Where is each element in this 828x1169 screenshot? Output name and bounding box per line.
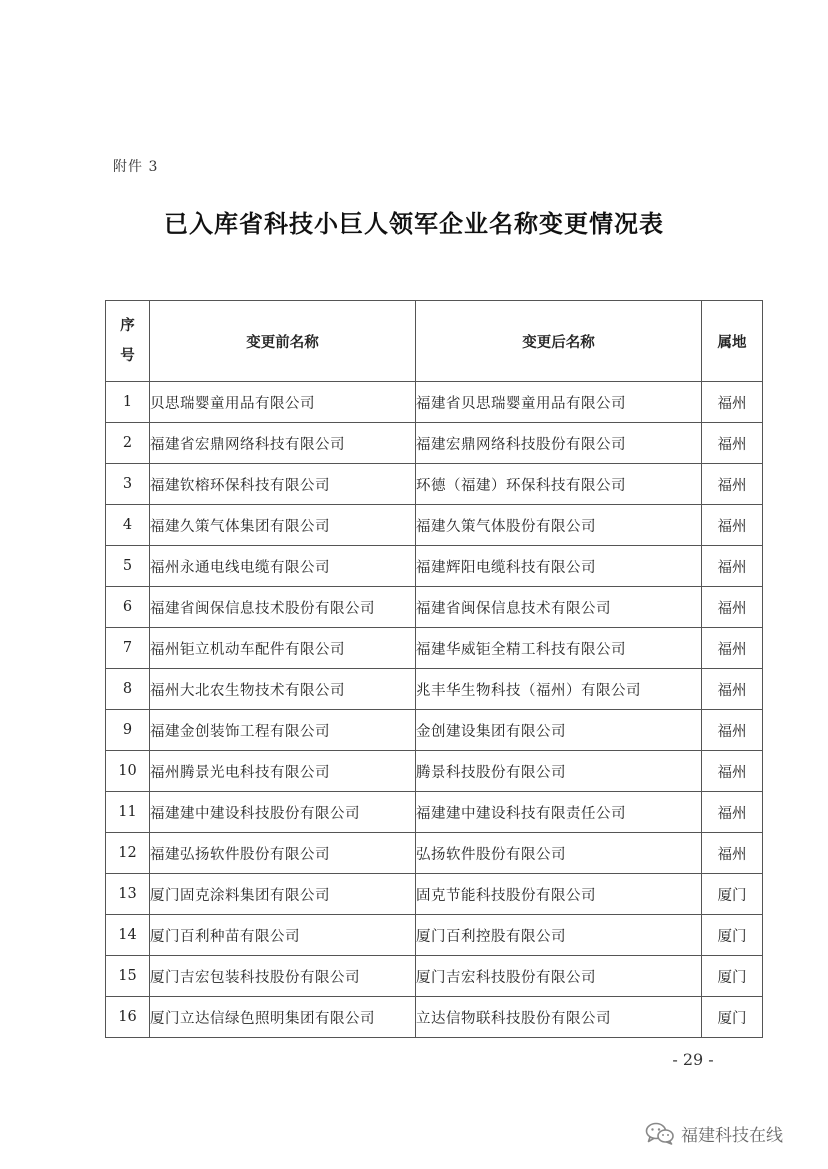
row-index: 13: [106, 874, 150, 915]
row-after-name: 福建久策气体股份有限公司: [416, 505, 702, 546]
row-before-name: 福建金创装饰工程有限公司: [150, 710, 416, 751]
table-row: [106, 669, 763, 710]
watermark-text: 福建科技在线: [681, 1125, 783, 1146]
row-before-name: 福建建中建设科技股份有限公司: [150, 792, 416, 833]
row-location: 福州: [702, 710, 763, 751]
row-before-name: 贝思瑞婴童用品有限公司: [150, 382, 416, 423]
row-location: 福州: [702, 669, 763, 710]
row-location: 福州: [702, 751, 763, 792]
row-after-name: 立达信物联科技股份有限公司: [416, 997, 702, 1038]
header-before-name: 变更前名称: [150, 301, 416, 382]
watermark: [645, 1120, 783, 1146]
row-location: 福州: [702, 792, 763, 833]
table-row: [106, 382, 763, 423]
row-after-name: 厦门百利控股有限公司: [416, 915, 702, 956]
row-index: 16: [106, 997, 150, 1038]
row-after-name: 兆丰华生物科技（福州）有限公司: [416, 669, 702, 710]
row-location: 福州: [702, 587, 763, 628]
header-index-top: 序: [120, 318, 135, 334]
row-index: 11: [106, 792, 150, 833]
table-row: [106, 915, 763, 956]
name-change-table: [105, 300, 763, 1038]
row-index: 4: [106, 505, 150, 546]
row-before-name: 厦门立达信绿色照明集团有限公司: [150, 997, 416, 1038]
row-location: 厦门: [702, 997, 763, 1038]
table-row: [106, 710, 763, 751]
row-location: 福州: [702, 423, 763, 464]
row-index: 9: [106, 710, 150, 751]
table-row: [106, 956, 763, 997]
row-index: 1: [106, 382, 150, 423]
row-before-name: 福建弘扬软件股份有限公司: [150, 833, 416, 874]
attachment-label: 附件 3: [113, 159, 159, 175]
row-before-name: 福州钜立机动车配件有限公司: [150, 628, 416, 669]
table-row: [106, 505, 763, 546]
header-after-name: 变更后名称: [416, 301, 702, 382]
row-location: 福州: [702, 628, 763, 669]
header-index: [106, 301, 150, 382]
row-after-name: 金创建设集团有限公司: [416, 710, 702, 751]
wechat-icon: [645, 1121, 675, 1145]
page-number: - 29 -: [672, 1050, 714, 1069]
row-before-name: 福建久策气体集团有限公司: [150, 505, 416, 546]
row-after-name: 福建建中建设科技有限责任公司: [416, 792, 702, 833]
row-location: 福州: [702, 833, 763, 874]
row-index: 10: [106, 751, 150, 792]
row-location: 福州: [702, 546, 763, 587]
row-index: 8: [106, 669, 150, 710]
table-row: [106, 587, 763, 628]
row-after-name: 腾景科技股份有限公司: [416, 751, 702, 792]
row-index: 2: [106, 423, 150, 464]
header-location: 属地: [702, 301, 763, 382]
row-after-name: 固克节能科技股份有限公司: [416, 874, 702, 915]
row-before-name: 福建省宏鼎网络科技有限公司: [150, 423, 416, 464]
row-after-name: 弘扬软件股份有限公司: [416, 833, 702, 874]
row-after-name: 环德（福建）环保科技有限公司: [416, 464, 702, 505]
header-index-bottom: 号: [120, 348, 135, 364]
row-index: 12: [106, 833, 150, 874]
row-index: 15: [106, 956, 150, 997]
row-before-name: 福建钦榕环保科技有限公司: [150, 464, 416, 505]
row-before-name: 厦门固克涂料集团有限公司: [150, 874, 416, 915]
row-before-name: 福州大北农生物技术有限公司: [150, 669, 416, 710]
table-row: [106, 464, 763, 505]
row-index: 5: [106, 546, 150, 587]
page-title: 已入库省科技小巨人领军企业名称变更情况表: [164, 210, 664, 238]
row-before-name: 厦门百利种苗有限公司: [150, 915, 416, 956]
row-index: 7: [106, 628, 150, 669]
table-row: [106, 546, 763, 587]
row-location: 福州: [702, 505, 763, 546]
row-location: 厦门: [702, 915, 763, 956]
row-index: 14: [106, 915, 150, 956]
row-location: 福州: [702, 464, 763, 505]
row-location: 厦门: [702, 956, 763, 997]
row-after-name: 福建省闽保信息技术有限公司: [416, 587, 702, 628]
table-row: [106, 833, 763, 874]
table-row: [106, 628, 763, 669]
row-after-name: 福建宏鼎网络科技股份有限公司: [416, 423, 702, 464]
row-before-name: 厦门吉宏包装科技股份有限公司: [150, 956, 416, 997]
row-after-name: 福建辉阳电缆科技有限公司: [416, 546, 702, 587]
row-index: 6: [106, 587, 150, 628]
row-before-name: 福州永通电线电缆有限公司: [150, 546, 416, 587]
row-location: 福州: [702, 382, 763, 423]
row-before-name: 福州腾景光电科技有限公司: [150, 751, 416, 792]
table-header-row: [106, 301, 763, 382]
row-after-name: 福建省贝思瑞婴童用品有限公司: [416, 382, 702, 423]
table-row: [106, 997, 763, 1038]
row-before-name: 福建省闽保信息技术股份有限公司: [150, 587, 416, 628]
row-after-name: 厦门吉宏科技股份有限公司: [416, 956, 702, 997]
row-after-name: 福建华威钜全精工科技有限公司: [416, 628, 702, 669]
row-index: 3: [106, 464, 150, 505]
row-location: 厦门: [702, 874, 763, 915]
table-row: [106, 792, 763, 833]
table-row: [106, 751, 763, 792]
table-row: [106, 423, 763, 464]
table-row: [106, 874, 763, 915]
